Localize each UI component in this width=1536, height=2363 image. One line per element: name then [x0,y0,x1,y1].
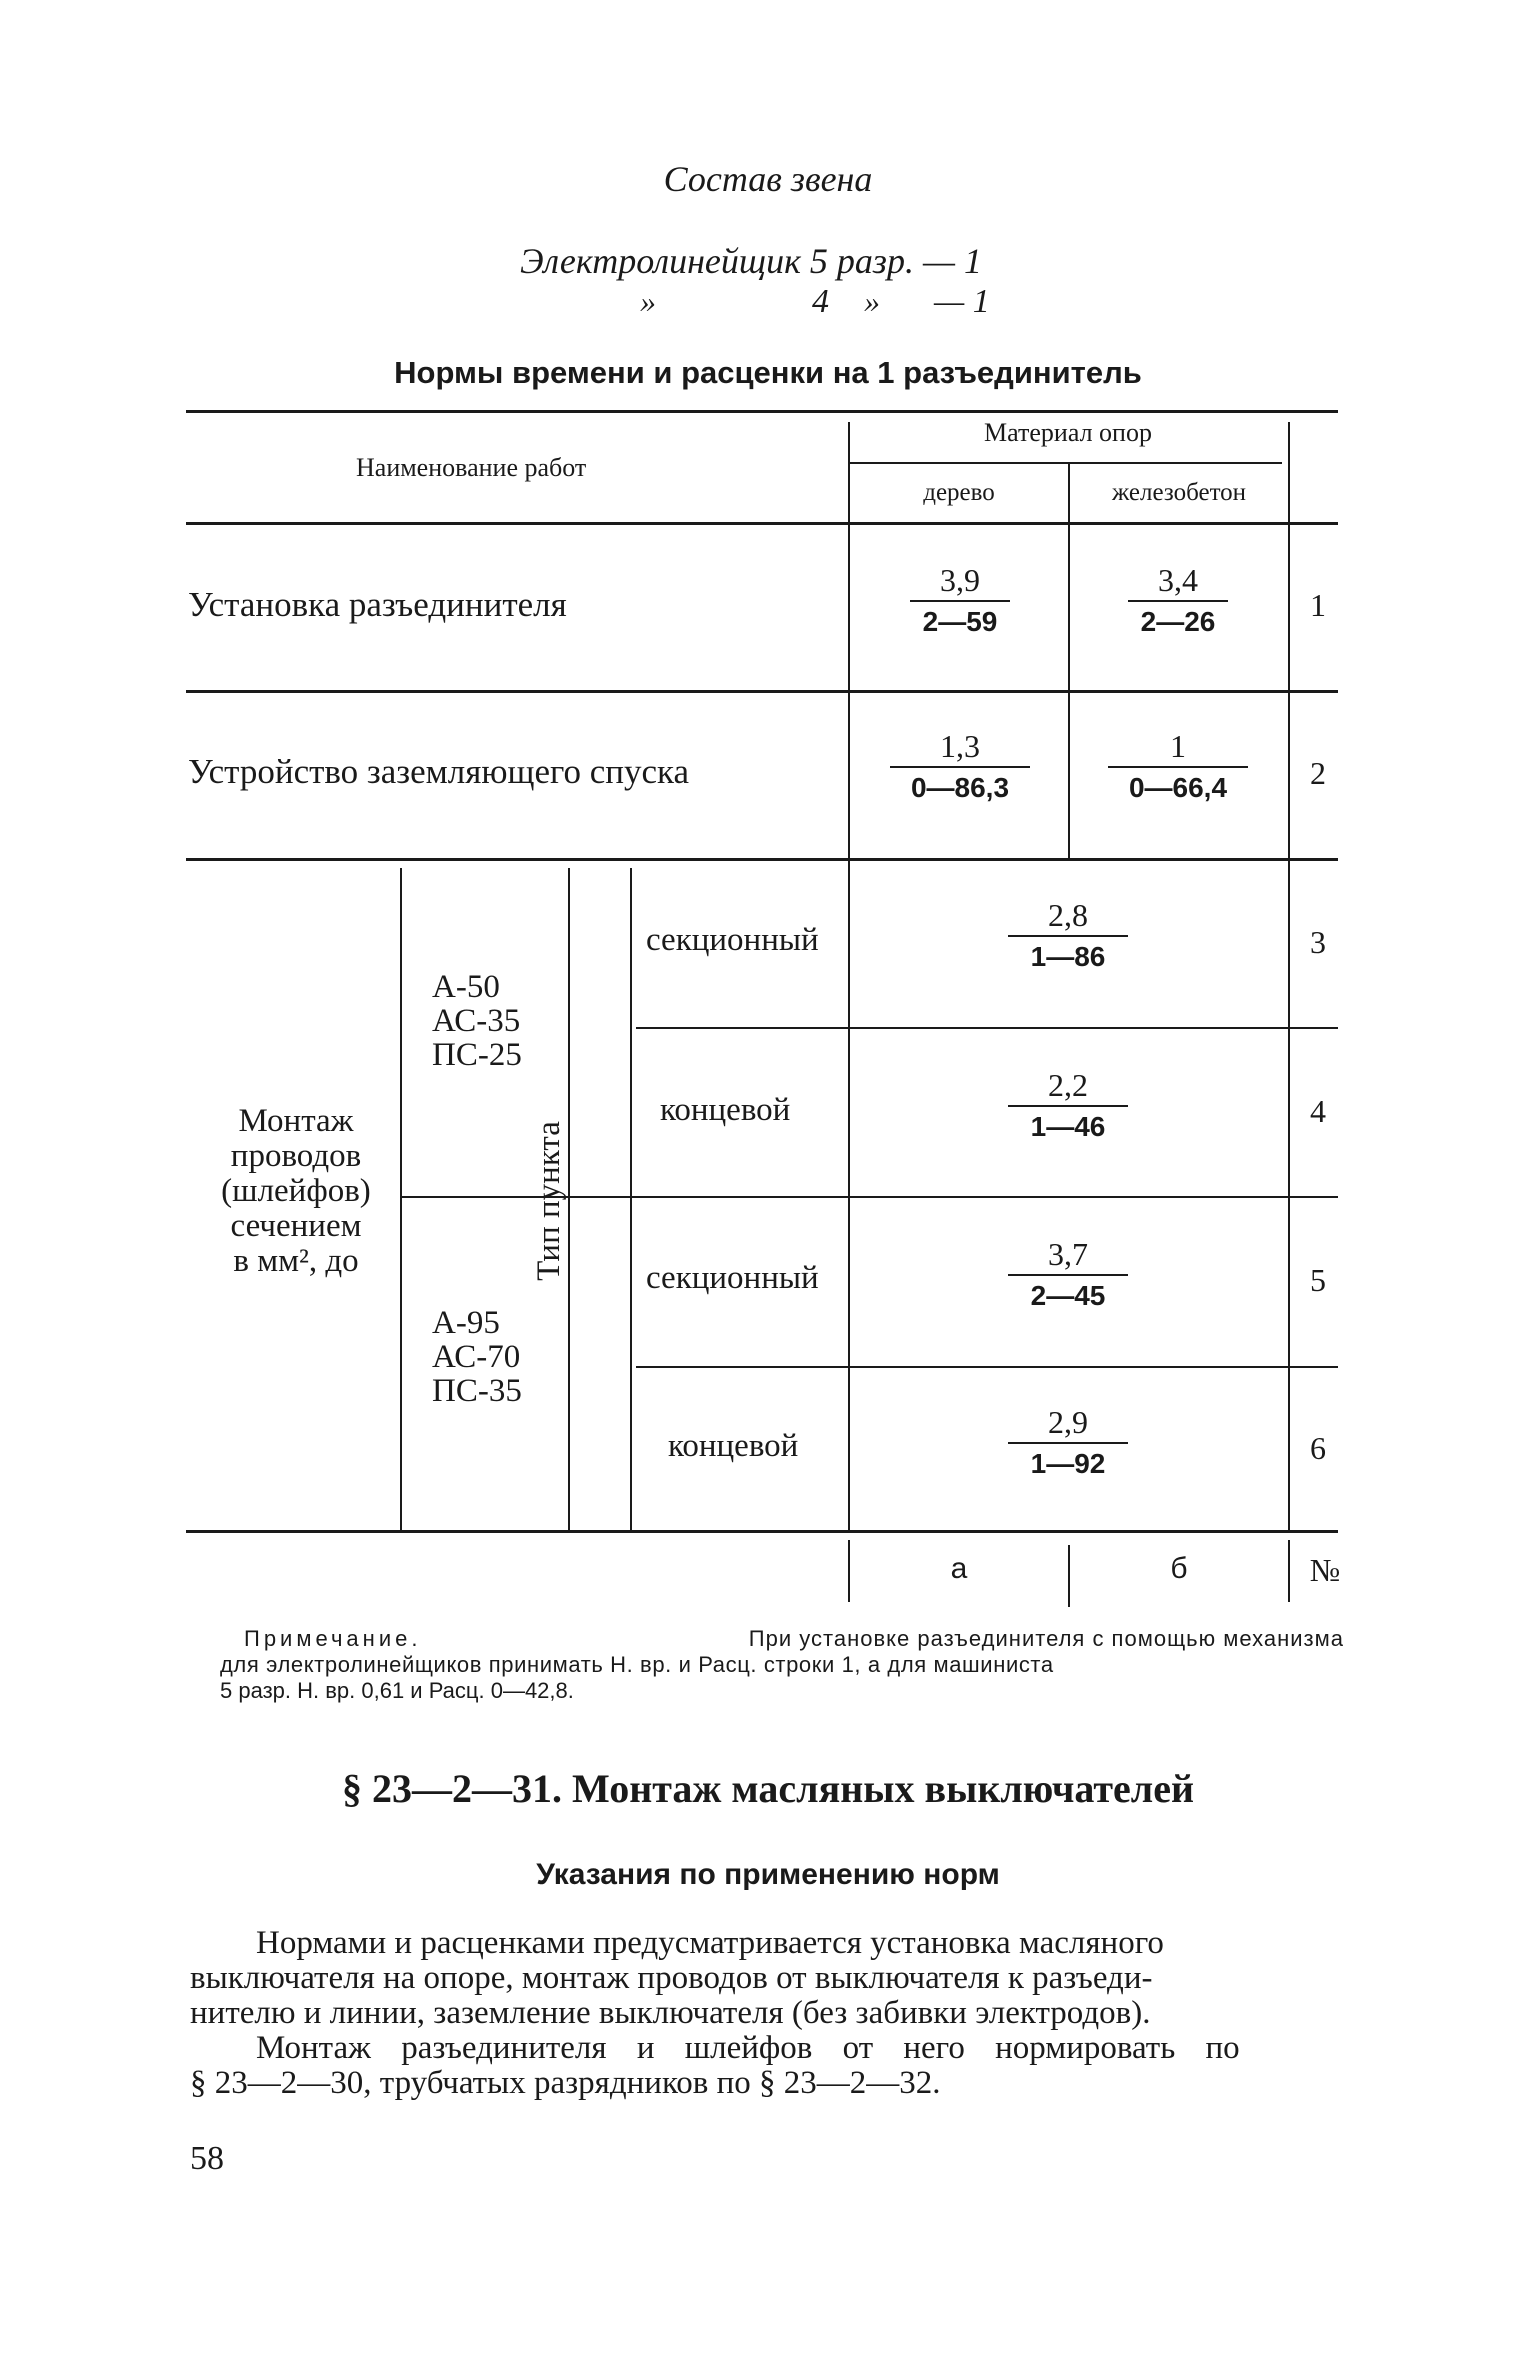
col-material: Материал опор [984,418,1152,447]
row2-bottom-rule [186,858,1338,861]
row2-wood-value [890,726,1030,808]
table-title: Нормы времени и расценки на 1 разъединитель [394,355,1142,390]
footer-no: № [1309,1552,1341,1588]
col-divider-type [630,868,632,1530]
note [220,1626,1344,1704]
group-a-1: А-50 [432,969,500,1005]
sub2-norm: 2,2 [1048,1067,1088,1103]
header-bottom-rule [186,522,1338,525]
note-text-1: При установке разъединителя с помощью механизма [748,1626,1344,1651]
row2-concrete-norm: 1 [1170,728,1186,764]
row2-concrete-value [1108,726,1248,808]
row1-concrete-norm: 3,4 [1158,562,1198,598]
sub3-rule [636,1366,1338,1368]
table-top-rule [186,410,1338,413]
col-work-name: Наименование работ [356,453,587,482]
sub2-price: 1—46 [1008,1105,1128,1147]
sub4-value [1008,1402,1128,1484]
para-1-line-1: Нормами и расценками предусматривается установка масляного [256,1925,1164,1961]
sub3-norm: 3,7 [1048,1236,1088,1272]
worker-line-2-ditto2: » [864,283,880,319]
para-2-line-2: § 23—2—30, трубчатых разрядников по § 23—2—32. [190,2065,941,2101]
col-wood: дерево [923,479,995,506]
page-number: 58 [190,2140,224,2177]
col-divider-work [848,422,850,1530]
section-para-1 [190,1926,1342,2101]
row1-no: 1 [1310,587,1326,623]
para-1-line-3: нителю и линии, заземление выключателя (без забивки электродов). [190,1995,1151,2031]
footer-b: б [1170,1552,1188,1585]
row1-bottom-rule [186,690,1338,693]
sub3-value [1008,1234,1128,1316]
sub4-price: 1—92 [1008,1442,1128,1484]
note-line-3: 5 разр. Н. вр. 0,61 и Расц. 0—42,8. [220,1678,574,1703]
brigade-title: Состав звена [663,159,873,199]
group-b-1: А-95 [432,1305,500,1341]
group-b-3: ПС-35 [432,1373,522,1409]
worker-line-1: Электролинейщик 5 разр. — 1 [520,241,982,281]
sub3-price: 2—45 [1008,1274,1128,1316]
row1-concrete-value [1128,560,1228,642]
note-line-1 [244,1626,1344,1652]
sub1-norm: 2,8 [1048,897,1088,933]
sub2-value [1008,1065,1128,1147]
row1-wood-norm: 3,9 [940,562,980,598]
col-divider-mount [400,868,402,1530]
mount-label [196,1104,396,1279]
row2-no: 2 [1310,755,1326,791]
mount-label-4: сечением [230,1208,362,1244]
sub1-rule [636,1027,1338,1029]
table-bottom-rule [186,1530,1338,1533]
row2-wood-norm: 1,3 [940,728,980,764]
row1-name: Установка разъединителя [188,585,567,624]
worker-line-2-rank: 4 [812,283,829,320]
sub1-type: секционный [646,922,819,958]
row2-concrete-price: 0—66,4 [1108,766,1248,808]
point-type-label: Тип пункта [531,1121,567,1281]
note-line-2: для электролинейщиков принимать Н. вр. и Расц. строки 1, а для машиниста [220,1652,1054,1677]
sub4-no: 6 [1310,1430,1326,1466]
row1-wood-price: 2—59 [910,600,1010,642]
mount-label-5: в мм², до [233,1243,359,1279]
group-b [432,1306,522,1408]
col-concrete: железобетон [1111,479,1247,506]
sub1-value [1008,895,1128,977]
sub4-norm: 2,9 [1048,1404,1088,1440]
worker-line-2-ditto: » [640,283,656,319]
sub3-type: секционный [646,1260,819,1296]
para-2-line-1: Монтаж разъединителя и шлейфов от него нормировать по [256,2030,1240,2066]
row1-concrete-price: 2—26 [1128,600,1228,642]
sub1-price: 1—86 [1008,935,1128,977]
row1-wood-value [910,560,1010,642]
section-title: § 23—2—31. Монтаж масляных выключателей [341,1766,1195,1811]
material-rule [850,462,1282,464]
row2-wood-price: 0—86,3 [890,766,1030,808]
mount-label-3: (шлейфов) [221,1173,371,1209]
group-a [432,970,522,1072]
group-b-2: АС-70 [432,1339,521,1375]
mount-label-1: Монтаж [238,1103,354,1139]
sub2-type: концевой [660,1092,791,1128]
section-subtitle: Указания по применению норм [536,1858,1000,1891]
row2-name: Устройство заземляющего спуска [188,752,690,791]
sub2-no: 4 [1310,1093,1326,1129]
mount-label-2: проводов [230,1138,362,1174]
col-divider-material [1068,462,1070,858]
footer-a: а [950,1552,968,1585]
sub3-no: 5 [1310,1262,1326,1298]
para-1-line-2: выключателя на опоре, монтаж проводов от выключателя к разъеди- [190,1960,1153,1996]
group-a-3: ПС-25 [432,1037,522,1073]
worker-line-2-count: — 1 [934,283,990,320]
sub4-type: концевой [668,1428,799,1464]
group-a-2: АС-35 [432,1003,521,1039]
note-label: Примечание. [244,1626,422,1651]
sub1-no: 3 [1310,924,1326,960]
